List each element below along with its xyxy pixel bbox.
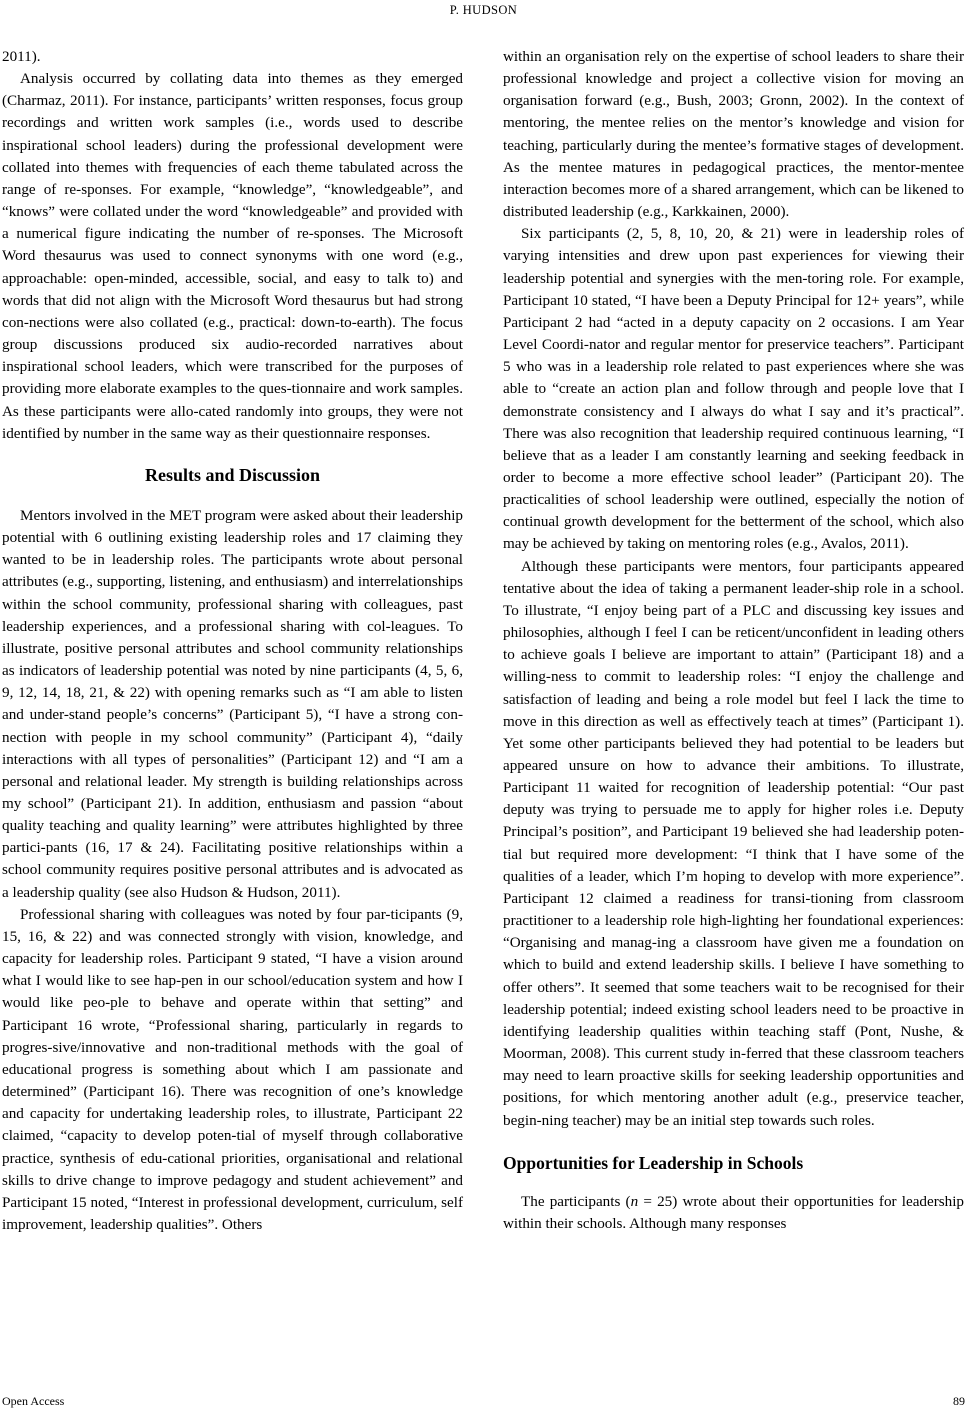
italic-n: n	[630, 1192, 639, 1210]
paragraph-opportunities	[503, 1191, 964, 1235]
subsection-heading-opportunities: Opportunities for Leadership in Schools	[503, 1152, 804, 1173]
paragraph-continuation: 2011).	[2, 48, 41, 65]
paragraph-professional-sharing: Professional sharing with colleagues was noted by four par-ticipants (9, 15, 16, & 22) and was connected strongly with vision, knowledge, and capacity for leadership roles. Participant 9 stated, “I have a vision around what I would like to see hap-pen in our school/education system and how I would like peo-ple to behave and operate within that setting” and Participant 16 wrote, “Professional sharing, particularly in regards to progres-sive/innovative and non-traditional methods with the goal of educational progress is something about which I am passionate and determined” (Participant 16). There was recognition of one’s knowledge and capacity for undertaking leadership roles, to illustrate, Participant 22 claimed, “capacity to develop poten-tial of myself through collaborative practice, synthesis of edu-cational priorities, organisational and relational skills to drive change to improve pedagogy and student achievement” and Participant 15 noted, “Interest in professional development, curriculum, self improvement, leadership qualities”. Others	[2, 905, 463, 1233]
page-number: 89	[953, 1394, 965, 1408]
running-head: P. HUDSON	[449, 3, 518, 17]
section-heading-results: Results and Discussion	[144, 464, 321, 485]
paragraph-tentative-mentors: Although these participants were mentors, four participants appeared tentative about the idea of taking a permanent leader-ship role in a school. To illustrate, “I enjoy being part of a PLC and discussing key issues and philosophies, although I feel I can be reticent/unconfident in leading others to achieve goals I believe are important to attain” (Participant 18) and a willing-ness to commit to leadership roles: “I enjoy the challenge and satisfaction of leading and being a role model but feel I lack the time to move in this direction as well as effectively teach at times” (Participant 1). Yet some other participants believed they had potential to be leaders but appeared unsure on how to advance their ambitions. To illustrate, Participant 11 waited for recognition of leadership potential: “Our past deputy was trying to persuade me to apply for higher roles i.e. Deputy Principal’s position”, and Participant 19 believed she had leadership poten-tial but required more development: “I think that I have some of the qualities of a leader, which I’m hoping to develop with more experience”. Participant 12 claimed a readiness for transi-tioning from classroom practitioner to a leadership role high-lighting her foundational experiences: “Organising and manag-ing a classroom have given me a foundation on which to build and extend leadership skills. I believe I have something to offer others”. It seemed that some teachers wait to be recognised for their leadership potential; indeed existing school leaders need to be proactive in identifying leadership qualities within teaching staff (Pont, Nushe, & Moorman, 2008). This current study in-ferred that these classroom teachers may need to learn proactive skills for seeking leadership opportunities and positions, for which mentoring another adult (e.g., preservice teacher, begin-ning teacher) may be an initial step towards such roles.	[503, 557, 964, 1129]
paragraph-continuation: within an organisation rely on the expertise of school leaders to share their professional knowledge and project a collective vision for moving an organisation forward (e.g., Bush, 2003; Gronn, 2002). In the context of mentoring, the mentee relies on the mentor’s knowledge and vision for teaching, particularly during the mentee’s formative stages of development. As the mentee matures in pedagogical practices, the mentor-mentee interaction becomes more of a shared arrangement, which can be likened to distributed leadership (e.g., Karkkainen, 2000).	[503, 48, 964, 221]
paragraph-leadership-potential: Mentors involved in the MET program were asked about their leadership potential with 6 outlining existing leadership roles and 17 claiming they wanted to be in leadership roles. The participants wrote about personal attributes (e.g., supporting, listening, and enthusiasm) and interrelationships within the school community, professional sharing with colleagues, past leadership experiences, and a professional sharing with col-leagues. To illustrate, positive personal attributes and school community relationships as indicators of leadership potential was noted by nine participants (4, 5, 6, 9, 12, 14, 18, 21, & 22) with opening remarks such as “I am able to listen and under-stand people’s concerns” (Participant 5), “I have a strong con-nection with people in my school community” (Participant 4), “daily interactions with all types of personalities” (Participant 12) and “I am a personal and relational leader. My strength is building relationships across my school” (Participant 21). In addition, enthusiasm and passion “about quality teaching and quality learning” were attributes highlighted by three partici-pants (16, 17 & 24). Facilitating positive relationships within a school community requires positive personal attributes and is advocated as a leadership quality (see also Hudson & Hudson, 2011).	[2, 506, 463, 901]
footer-open-access: Open Access	[2, 1394, 65, 1408]
text-segment: The participants (	[521, 1192, 631, 1210]
right-column	[503, 46, 964, 1235]
text-segment: = 25) wrote about their opportunities for leadership within their schools. Although many responses	[503, 1192, 964, 1232]
left-column	[2, 46, 463, 1236]
paragraph-leadership-roles: Six participants (2, 5, 8, 10, 20, & 21) were in leadership roles of varying intensities and drew upon past experiences for viewing their leadership potential and synergies with the men-toring role. For example, Participant 10 stated, “I have been a Deputy Principal for 12+ years”, while Participant 2 had “acted in a deputy capacity on 2 occasions. I am Year Level Coordi-nator and regular mentor for preservice teachers”. Participant 5 who was in a leadership role related to past experiences where she was able to “create an action plan and follow through and people love that I demonstrate consistency and I always do what I say and it’s practical”. There was also recognition that leadership required continuous learning, “I believe that as a leader I am constantly learning and seeking feedback in order to become a more effective school leader” (Participant 20). The practicalities of school leadership were outlined, especially the notion of continual growth development for the betterment of the school, which also may be achieved by taking on mentoring roles (e.g., Avalos, 2011).	[503, 225, 964, 553]
paragraph-analysis: Analysis occurred by collating data into themes as they emerged (Charmaz, 2011). For instance, participants’ written responses, focus group recordings and written work samples (i.e., words used to describe inspirational school leaders) during the professional development were collated into themes with frequencies of each theme tabulated across the range of re-sponses. For example, “knowledge”, “knowledgeable”, and “knows” were collated under the word “knowledgeable” and provided with a numerical figure indicating the number of re-sponses. The Microsoft Word thesaurus was used to connect synonyms with one word (e.g., approachable: open-minded, accessible, social, and easy to talk to) and words that did not align with the Microsoft Word thesaurus but had strong con-nections were also collated (e.g., practical: down-to-earth). The focus group discussions produced six audio-recorded narratives about inspirational school leaders, which were transcribed for the purposes of providing more elaborate examples to the ques-tionnaire and work samples. As these participants were allo-cated randomly into groups, they were not identified by number in the same way as their questionnaire responses.	[2, 70, 463, 442]
